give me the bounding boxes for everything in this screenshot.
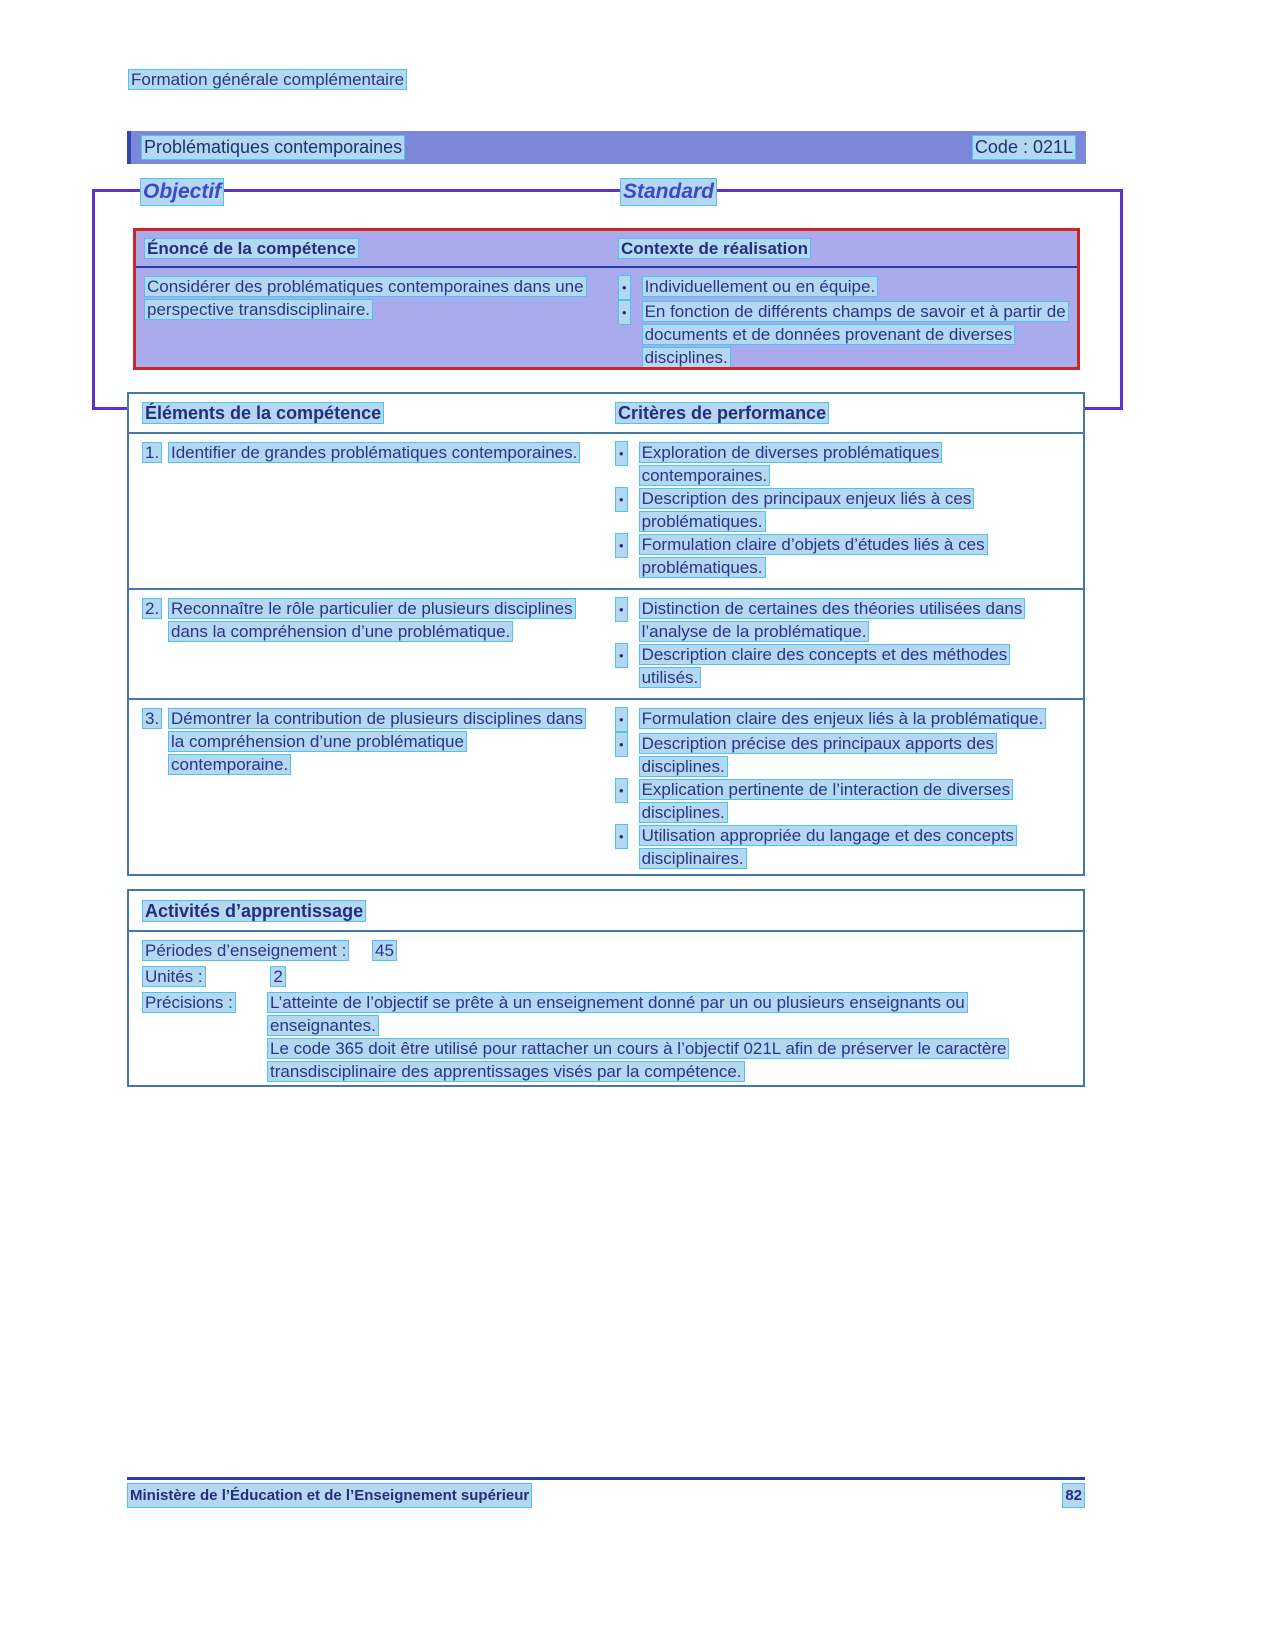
criteria-text bbox=[639, 824, 1069, 870]
bullet-icon: • bbox=[615, 643, 628, 668]
criteria-text-2-1: Description précise des principaux apports des disciplines. bbox=[639, 733, 997, 777]
element-cell bbox=[129, 597, 607, 689]
element-number bbox=[142, 441, 168, 464]
element-text-2: Démontrer la contribution de plusieurs disciplines dans la compréhension d’une problématique contemporaine. bbox=[168, 708, 586, 775]
criteria-text-2-0: Formulation claire des enjeux liés à la problématique. bbox=[639, 708, 1047, 729]
precisions-paragraph-0: L’atteinte de l’objectif se prête à un enseignement donné par un ou plusieurs enseignants ou enseignantes. bbox=[267, 992, 968, 1036]
units-label: Unités : bbox=[142, 966, 206, 987]
element-number-text: 1. bbox=[142, 442, 162, 463]
bullet-icon: • bbox=[615, 824, 628, 849]
bullet-icon: • bbox=[615, 487, 628, 512]
bullet-icon: • bbox=[615, 597, 628, 622]
context-bullet-text-1: En fonction de différents champs de savoir et à partir de documents et de données provenant de diverses disciplines. bbox=[642, 301, 1069, 368]
competence-table bbox=[133, 228, 1080, 370]
periods-row bbox=[142, 939, 1083, 962]
bullet-icon: • bbox=[615, 732, 628, 757]
element-cell bbox=[129, 441, 607, 579]
document-category-label bbox=[128, 68, 407, 91]
elements-header-cell bbox=[129, 402, 607, 425]
element-text-0: Identifier de grandes problématiques contemporaines. bbox=[168, 442, 580, 463]
standard-heading: Standard bbox=[620, 178, 717, 206]
units-row bbox=[142, 965, 1083, 988]
bullet-icon: • bbox=[615, 707, 628, 732]
element-number bbox=[142, 597, 168, 620]
competence-statement: Considérer des problématiques contemporaines dans une perspective transdisciplinaire. bbox=[144, 276, 587, 320]
activities-title: Activités d’apprentissage bbox=[142, 900, 366, 922]
context-bullet-text-0: Individuellement ou en équipe. bbox=[642, 276, 879, 297]
units-value: 2 bbox=[270, 966, 285, 987]
contexte-header-cell bbox=[614, 237, 1077, 260]
criteria-bullet-item bbox=[615, 778, 1069, 824]
course-code: Code : 021L bbox=[972, 135, 1076, 160]
criteria-text-1-0: Distinction de certaines des théories utilisées dans l’analyse de la problématique. bbox=[639, 598, 1026, 642]
element-text-1: Reconnaître le rôle particulier de plusieurs disciplines dans la compréhension d’une problématique. bbox=[168, 598, 576, 642]
table-row bbox=[129, 588, 1083, 698]
precisions-label: Précisions : bbox=[142, 992, 236, 1013]
criteria-bullet-item bbox=[615, 732, 1069, 778]
bullet-icon: • bbox=[615, 441, 628, 466]
element-cell bbox=[129, 707, 607, 870]
criteria-text bbox=[639, 441, 1069, 487]
table-row bbox=[129, 434, 1083, 588]
criteria-text bbox=[639, 778, 1069, 824]
criteria-bullet-item bbox=[615, 824, 1069, 870]
bullet-icon: • bbox=[615, 778, 628, 803]
context-bullets-cell bbox=[614, 275, 1077, 369]
periods-value: 45 bbox=[372, 940, 397, 961]
elements-criteria-table bbox=[127, 392, 1085, 876]
criteria-bullet-item bbox=[615, 533, 1069, 579]
document-category-text: Formation générale complémentaire bbox=[128, 69, 407, 90]
activities-title-row bbox=[129, 891, 1083, 932]
context-bullet-item bbox=[618, 300, 1067, 369]
footer-page-number: 82 bbox=[1062, 1483, 1085, 1508]
page-footer bbox=[127, 1477, 1085, 1508]
criteria-cell bbox=[607, 707, 1083, 870]
criteria-cell bbox=[607, 441, 1083, 579]
criteria-bullet-item bbox=[615, 487, 1069, 533]
criteria-bullet-item bbox=[615, 707, 1069, 732]
competence-table-header bbox=[136, 231, 1077, 268]
element-text bbox=[168, 597, 587, 643]
criteria-cell bbox=[607, 597, 1083, 689]
precisions-paragraph bbox=[267, 991, 1073, 1037]
activities-section bbox=[127, 889, 1085, 1087]
element-number-text: 3. bbox=[142, 708, 162, 729]
element-number bbox=[142, 707, 168, 730]
precisions-text-cell bbox=[267, 991, 1083, 1083]
element-text bbox=[168, 707, 587, 776]
criteria-header-text: Critères de performance bbox=[615, 402, 829, 424]
criteria-bullet-item bbox=[615, 597, 1069, 643]
criteria-text-0-2: Formulation claire d’objets d’études liés à ces problématiques. bbox=[639, 534, 988, 578]
criteria-bullet-item bbox=[615, 441, 1069, 487]
activities-body bbox=[129, 932, 1083, 1083]
objectif-heading: Objectif bbox=[140, 178, 224, 206]
elements-header-text: Éléments de la compétence bbox=[142, 402, 384, 424]
element-item bbox=[142, 597, 587, 643]
criteria-text bbox=[639, 597, 1069, 643]
criteria-text bbox=[639, 707, 1069, 730]
context-bullet-text bbox=[642, 275, 1067, 298]
table-row bbox=[129, 698, 1083, 876]
element-text bbox=[168, 441, 587, 464]
element-item bbox=[142, 707, 587, 776]
criteria-text-2-3: Utilisation appropriée du langage et des concepts disciplinaires. bbox=[639, 825, 1017, 869]
elements-table-header bbox=[129, 394, 1083, 434]
objectif-standard-section bbox=[92, 180, 1123, 410]
criteria-text bbox=[639, 533, 1069, 579]
footer-ministry-text: Ministère de l’Éducation et de l’Enseignement supérieur bbox=[127, 1483, 532, 1508]
title-bar bbox=[127, 131, 1086, 164]
criteria-text-2-2: Explication pertinente de l’interaction de diverses disciplines. bbox=[639, 779, 1014, 823]
competence-table-body bbox=[136, 268, 1077, 369]
element-item bbox=[142, 441, 587, 464]
criteria-text-1-1: Description claire des concepts et des méthodes utilisés. bbox=[639, 644, 1011, 688]
periods-label: Périodes d’enseignement : bbox=[142, 940, 349, 961]
competence-statement-cell bbox=[136, 275, 614, 369]
context-bullet-text bbox=[642, 300, 1067, 369]
criteria-header-cell bbox=[607, 402, 1083, 425]
bullet-icon: • bbox=[615, 533, 628, 558]
bullet-icon: • bbox=[618, 275, 631, 300]
criteria-text bbox=[639, 643, 1069, 689]
precisions-label-cell bbox=[142, 991, 267, 1014]
enonce-header-text: Énoncé de la compétence bbox=[144, 238, 359, 259]
criteria-bullet-item bbox=[615, 643, 1069, 689]
criteria-text bbox=[639, 732, 1069, 778]
criteria-text bbox=[639, 487, 1069, 533]
bullet-icon: • bbox=[618, 300, 631, 325]
element-number-text: 2. bbox=[142, 598, 162, 619]
criteria-text-0-0: Exploration de diverses problématiques contemporaines. bbox=[639, 442, 943, 486]
enonce-header-cell bbox=[136, 237, 614, 260]
context-bullet-item bbox=[618, 275, 1067, 300]
criteria-text-0-1: Description des principaux enjeux liés à ces problématiques. bbox=[639, 488, 975, 532]
page-title: Problématiques contemporaines bbox=[141, 135, 405, 160]
precisions-paragraph-1: Le code 365 doit être utilisé pour rattacher un cours à l’objectif 021L afin de préserver le caractère transdisciplinaire des apprentissages visés par la compétence. bbox=[267, 1038, 1009, 1082]
precisions-paragraph bbox=[267, 1037, 1073, 1083]
contexte-header-text: Contexte de réalisation bbox=[618, 238, 811, 259]
precisions-row bbox=[142, 991, 1083, 1083]
